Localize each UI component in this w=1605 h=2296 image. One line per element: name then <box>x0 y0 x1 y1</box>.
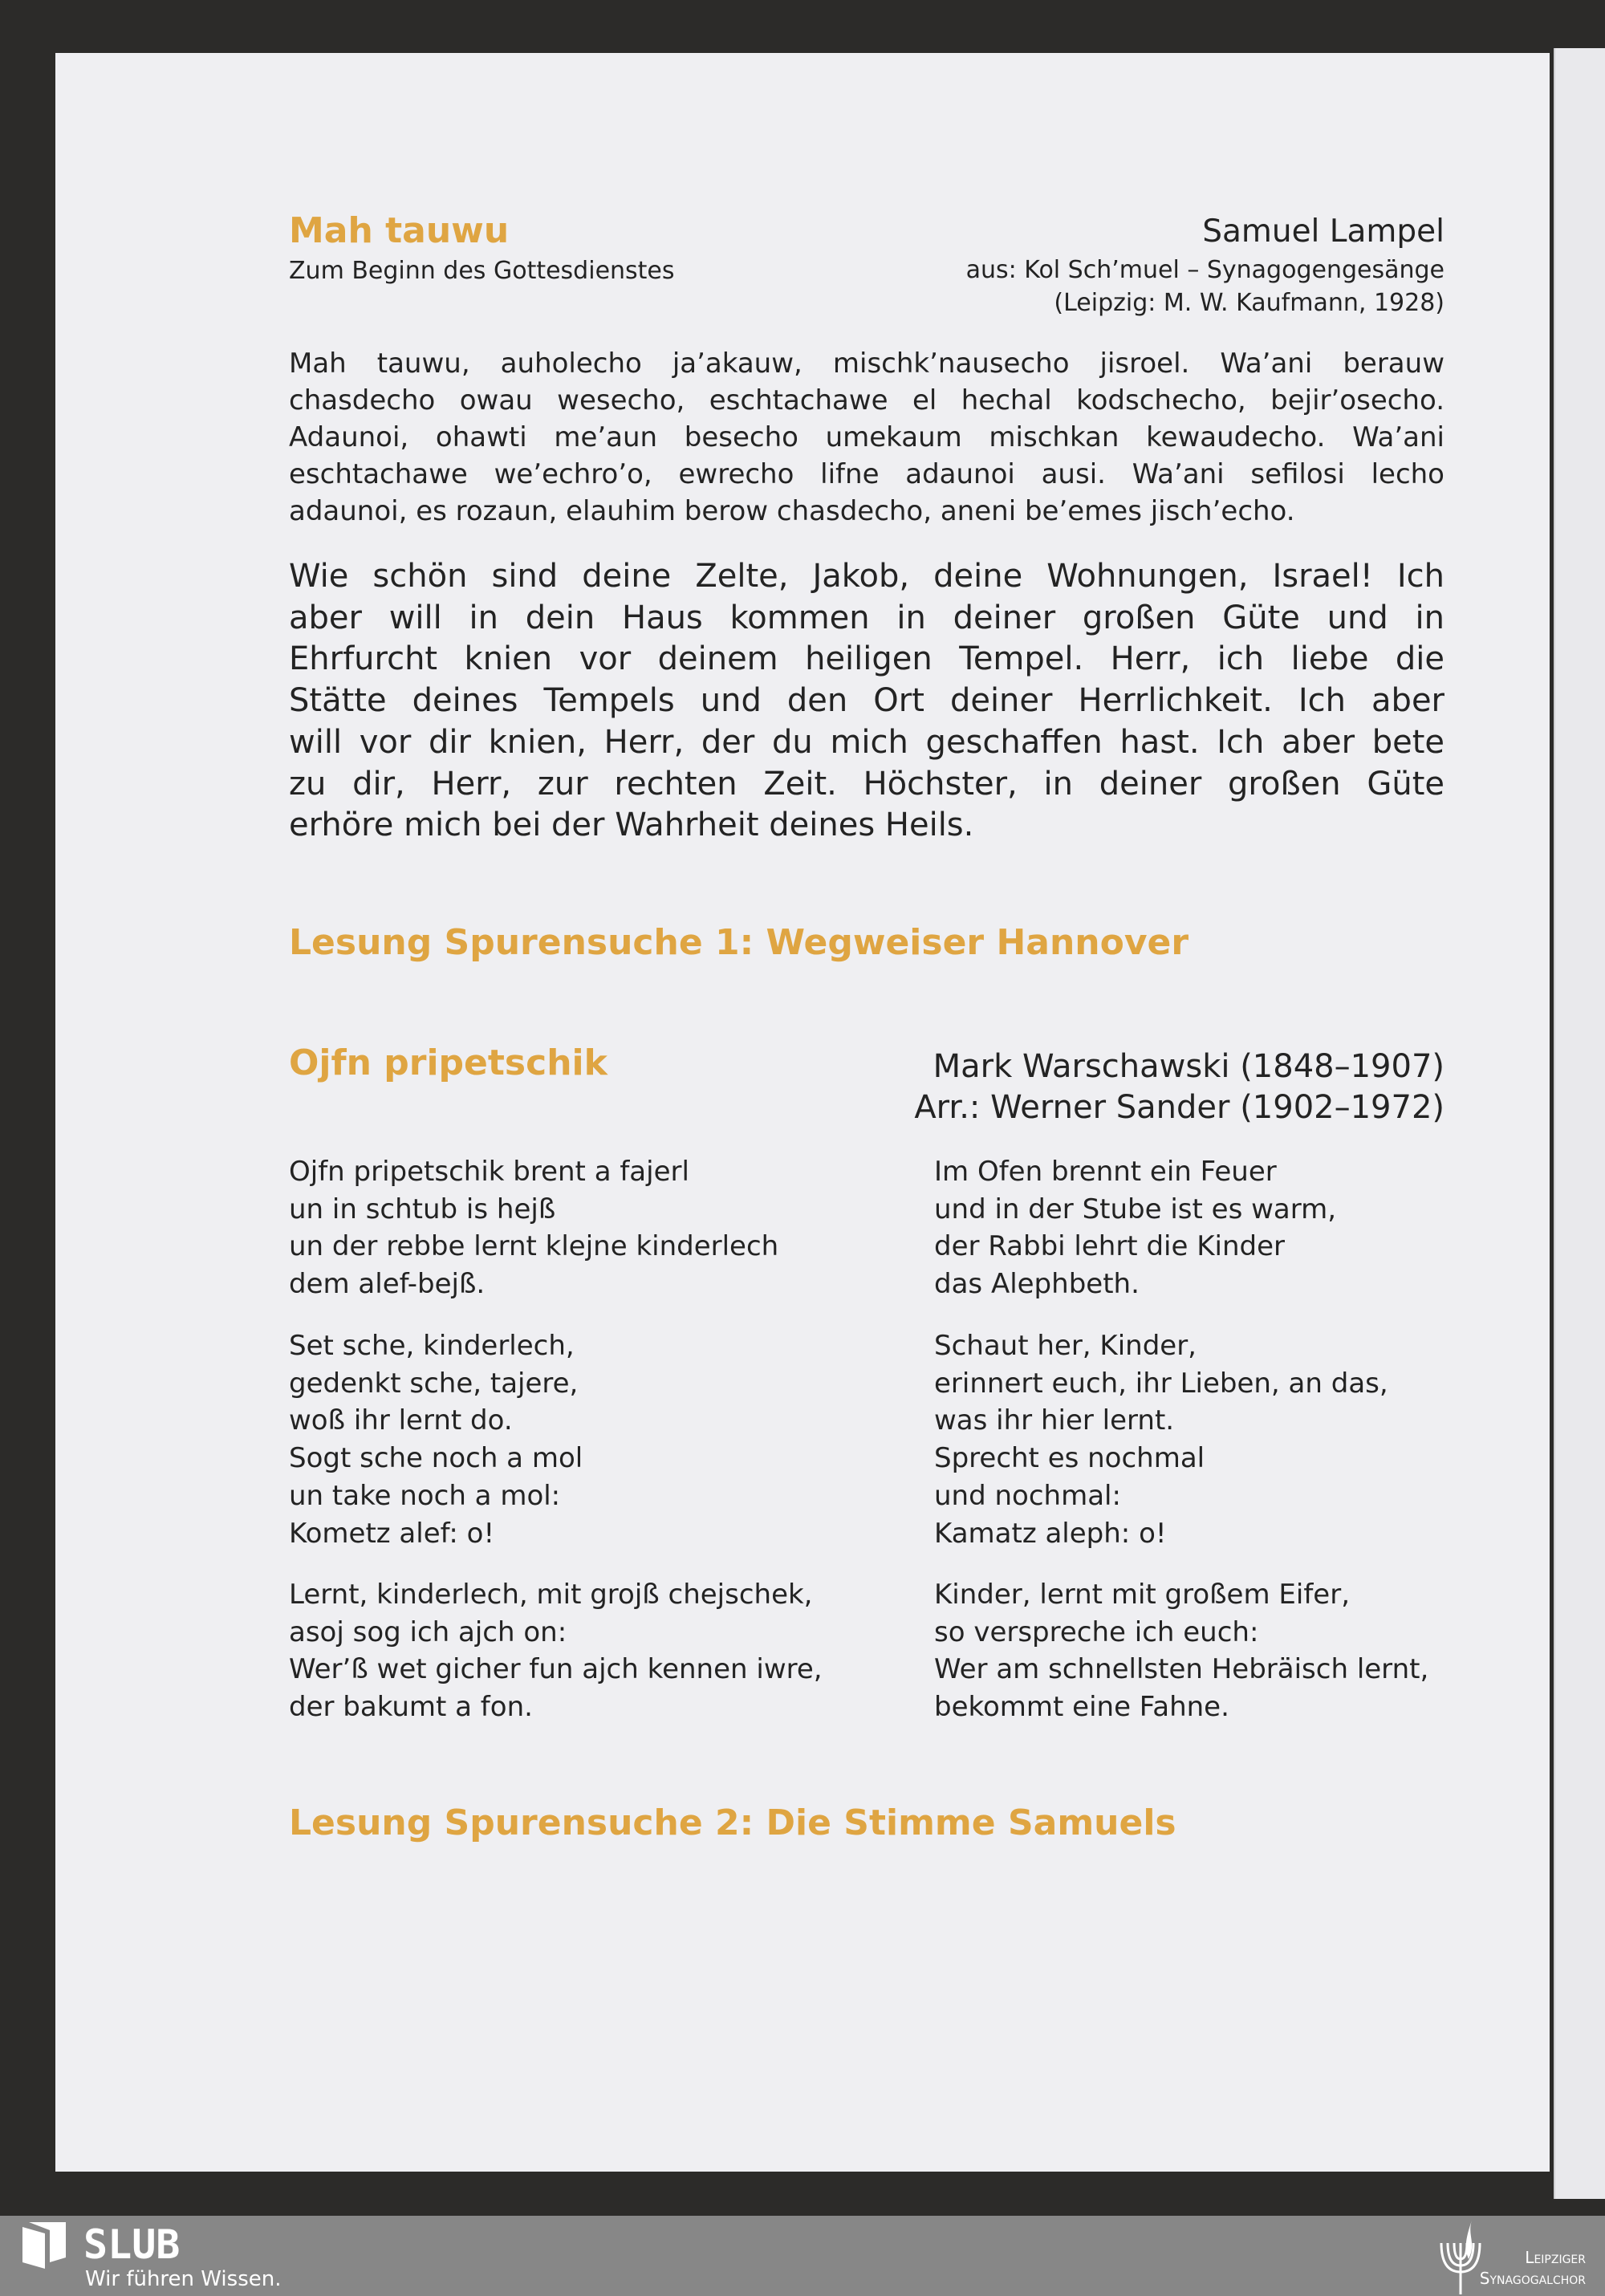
poem-line: Lernt, kinderlech, mit grojß chejschek, <box>289 1579 813 1611</box>
poem-line: und nochmal: <box>934 1479 1121 1512</box>
poem-line: erinnert euch, ihr Lieben, an das, <box>934 1367 1388 1400</box>
poem-line: woß ihr lernt do. <box>289 1404 513 1437</box>
text-line: Stätte deines Tempels und den Ort deiner Herrlichkeit. Ich aber <box>289 682 1444 720</box>
text-line: adaunoi, es rozaun, elauhim berow chasdecho, aneni be’emes jisch’echo. <box>289 495 1295 527</box>
poem-line: und in der Stube ist es warm, <box>934 1193 1337 1225</box>
poem-line: das Alephbeth. <box>934 1268 1140 1301</box>
translation-paragraph <box>289 556 1444 847</box>
section-title-mah-tauwu: Mah tauwu <box>289 210 510 251</box>
poem-line: Schaut her, Kinder, <box>934 1330 1197 1362</box>
poem-line: gedenkt sche, tajere, <box>289 1367 579 1400</box>
menorah-icon <box>1436 2219 1485 2294</box>
adjacent-page-edge <box>1554 48 1605 2199</box>
yiddish-stanza <box>289 1153 778 1303</box>
poem-line: der bakumt a fon. <box>289 1691 533 1724</box>
poem-line: un take noch a mol: <box>289 1479 561 1512</box>
poem-line: Kometz alef: o! <box>289 1517 495 1550</box>
german-stanza <box>934 1327 1388 1552</box>
text-line: Wie schön sind deine Zelte, Jakob, deine Wohnungen, Israel! Ich <box>289 558 1444 595</box>
composer: Mark Warschawski (1848–1907) <box>933 1048 1444 1085</box>
slub-logo[interactable]: SLUB <box>83 2221 181 2268</box>
poem-line: Sogt sche noch a mol <box>289 1442 583 1475</box>
poem-line: dem alef-bejß. <box>289 1268 486 1301</box>
choir-name-line-2: Synagogalchor <box>1479 2269 1586 2288</box>
poem-line: bekommt eine Fahne. <box>934 1691 1229 1724</box>
poem-line: Wer’ß wet gicher fun ajch kennen iwre, <box>289 1653 823 1686</box>
section-title-ojfn-pripetschik: Ojfn pripetschik <box>289 1042 607 1083</box>
slub-tagline: Wir führen Wissen. <box>85 2267 282 2291</box>
reading-heading-1: Lesung Spurensuche 1: Wegweiser Hannover <box>289 922 1189 963</box>
poem-line: un in schtub is hejß <box>289 1193 556 1225</box>
poem-line: so verspreche ich euch: <box>934 1615 1259 1648</box>
poem-line: Sprecht es nochmal <box>934 1442 1205 1475</box>
poem-line: Im Ofen brennt ein Feuer <box>934 1156 1277 1188</box>
text-line: Mah tauwu, auholecho ja’akauw, mischk’nausecho jisroel. Wa’ani berauw <box>289 347 1444 380</box>
poem-line: der Rabbi lehrt die Kinder <box>934 1230 1285 1263</box>
poem-line: Kinder, lernt mit großem Eifer, <box>934 1579 1351 1611</box>
source-line-2: (Leipzig: M. W. Kaufmann, 1928) <box>1054 289 1444 317</box>
poem-line: Set sche, kinderlech, <box>289 1330 575 1362</box>
poem-line: Kamatz aleph: o! <box>934 1517 1167 1550</box>
text-line: chasdecho owau wesecho, eschtachawe el hechal kodschecho, bejir’osecho. <box>289 384 1444 417</box>
text-line: will vor dir knien, Herr, der du mich geschaffen hast. Ich aber bete <box>289 723 1444 761</box>
text-line: eschtachawe we’echro’o, ewrecho lifne adaunoi ausi. Wa’ani sefilosi lecho <box>289 458 1444 490</box>
transliteration-paragraph <box>289 345 1444 530</box>
arranger: Arr.: Werner Sander (1902–1972) <box>914 1089 1444 1126</box>
german-stanza <box>934 1153 1336 1303</box>
text-line: Ehrfurcht knien vor deinem heiligen Tempel. Herr, ich liebe die <box>289 640 1444 678</box>
text-line: zu dir, Herr, zur rechten Zeit. Höchster, in deiner großen Güte <box>289 765 1444 803</box>
text-line: Adaunoi, ohawti me’aun besecho umekaum mischkan kewaudecho. Wa’ani <box>289 421 1444 453</box>
source-line-1: aus: Kol Sch’muel – Synagogengesänge <box>965 256 1444 284</box>
poem-line: was ihr hier lernt. <box>934 1404 1175 1437</box>
yiddish-stanza <box>289 1327 583 1552</box>
text-line: erhöre mich bei der Wahrheit deines Heils. <box>289 807 974 844</box>
poem-line: asoj sog ich ajch on: <box>289 1615 567 1648</box>
section-subtitle: Zum Beginn des Gottesdienstes <box>289 257 675 285</box>
book-icon <box>21 2222 66 2269</box>
footer-bar <box>0 2216 1605 2296</box>
reading-heading-2: Lesung Spurensuche 2: Die Stimme Samuels <box>289 1802 1176 1843</box>
poem-line: Ojfn pripetschik brent a fajerl <box>289 1156 689 1188</box>
poem-line: un der rebbe lernt klejne kinderlech <box>289 1230 779 1263</box>
german-stanza <box>934 1576 1428 1726</box>
composer: Samuel Lampel <box>1202 213 1444 250</box>
choir-name-line-1: Leipziger <box>1525 2248 1586 2267</box>
yiddish-stanza <box>289 1576 823 1726</box>
text-line: aber will in dein Haus kommen in deiner großen Güte und in <box>289 599 1444 636</box>
poem-line: Wer am schnellsten Hebräisch lernt, <box>934 1653 1429 1686</box>
